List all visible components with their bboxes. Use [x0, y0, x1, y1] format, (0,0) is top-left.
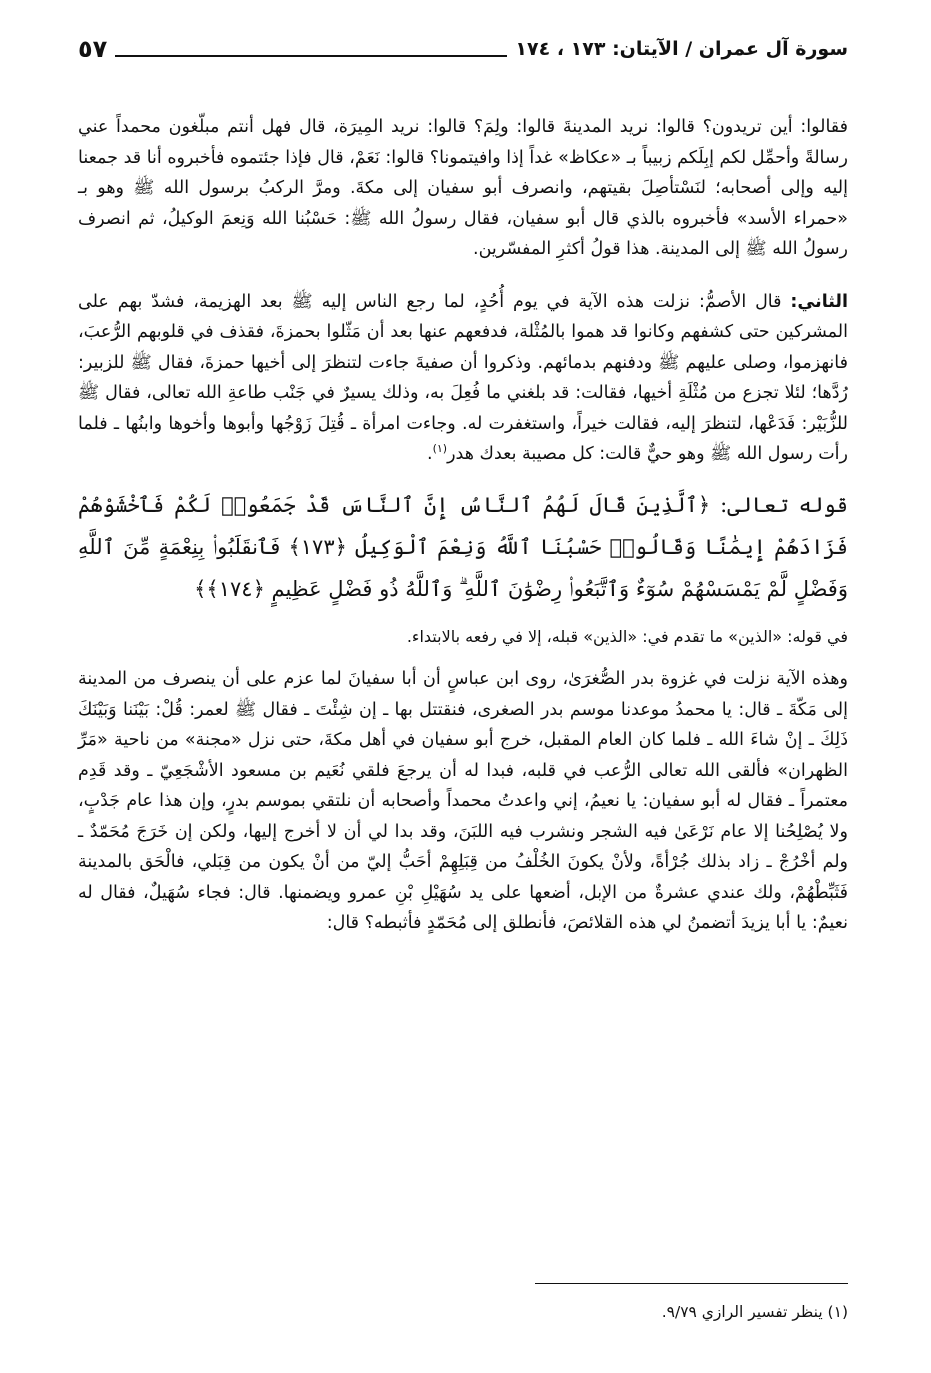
footnote: (١) ينظر تفسير الرازي ٩/٧٩. — [661, 1303, 848, 1321]
main-text — [78, 112, 848, 939]
footnote-reference: (١) — [432, 442, 448, 456]
footnote-separator — [535, 1283, 848, 1284]
header-title: سورة آل عمران / الآيتان: ١٧٣ ، ١٧٤ — [515, 38, 848, 60]
quran-verse-block — [78, 484, 848, 610]
verse-text: ﴿ٱلَّذِينَ قَالَ لَهُمُ ٱلنَّاسُ إِنَّ ٱلنَّاسَ قَدْ جَمَعُوا۟ لَكُمْ فَٱخْشَوْهُمْ فَزَادَهُمْ إِيمَٰنًا وَقَالُوا۟ حَسْبُنَا ٱللَّهُ وَنِعْمَ ٱلْوَكِيلُ ﴿١٧٣﴾ فَٱنقَلَبُوا۟ بِنِعْمَةٍ مِّنَ ٱللَّهِ وَفَضْلٍ لَّمْ يَمْسَسْهُمْ سُوٓءٌ وَٱتَّبَعُوا۟ رِضْوَٰنَ ٱللَّهِ ۗ وَٱللَّهُ ذُو فَضْلٍ عَظِيمٍ ﴿١٧٤﴾﴾ — [78, 492, 848, 601]
paragraph-2-label: الثاني: — [790, 291, 848, 312]
running-header — [78, 32, 848, 66]
page-number: ٥٧ — [78, 35, 108, 63]
paragraph-2-text: قال الأصمُّ: نزلت هذه الآية في يوم أُحُدٍ، لما رجع الناس إليه ﷺ بعد الهزيمة، فشدّ بهم على المشركين حتى كشفهم وكانوا قد هموا بالمُثْلة، فدفعهم عنها بعد أن مَثّلوا بحمزةَ، فقذف في قلوبهم الرُّعبَ، فانهزموا، وصلى عليهم ﷺ ودفنهم بدمائهم. وذكروا أن صفيةَ جاءت لتنظرَ إلى أخيها حمزةَ، فقال ﷺ للزبير: رُدَّها؛ لئلا تجزع من مُثْلَةِ أخيها، فقالت: قد بلغني ما فُعِلَ به، وذلك يسيرٌ في جَنْب طاعةِ الله تعالى، فقال ﷺ للزُّبَيْر: فَدَعْها، لتنظرَ إليه، فقالت خيراً، واستغفرت له. وجاءت امرأة ـ قُتِلَ زَوْجُها وأبوها وأخوها وابنُها ـ فلما رأت رسول الله ﷺ وهو حيٌّ قالت: كل مصيبة بعدك هدر — [78, 291, 848, 464]
verse-intro: قوله تعالى: — [720, 492, 848, 517]
grammar-note: في قوله: «الذين» ما تقدم في: «الذين» قبله، إلا في رفعه بالابتداء. — [406, 626, 848, 646]
paragraph-2: الثاني: قال الأصمُّ: نزلت هذه الآية في يوم أُحُدٍ، لما رجع الناس إليه ﷺ بعد الهزيمة، فشدّ بهم على المشركين حتى كشفهم وكانوا قد هموا بالمُثْلة، فدفعهم عنها بعد أن مَثّلوا بحمزةَ، فقذف في قلوبهم الرُّعبَ، فانهزموا، وصلى عليهم ﷺ ودفنهم بدمائهم. وذكروا أن صفيةَ جاءت لتنظرَ إلى أخيها حمزةَ، فقال ﷺ للزبير: رُدَّها؛ لئلا تجزع من مُثْلَةِ أخيها، فقالت: قد بلغني ما فُعِلَ به، وذلك يسيرٌ في جَنْب طاعةِ الله تعالى، فقال ﷺ للزُّبَيْر: فَدَعْها، لتنظرَ إليه، فقالت خيراً، واستغفرت له. وجاءت امرأة ـ قُتِلَ زَوْجُها وأبوها وأخوها وابنُها ـ فلما رأت رسول الله ﷺ وهو حيٌّ قالت: كل مصيبة بعدك هدر$^{(١)}$. — [78, 291, 848, 464]
header-rule — [115, 55, 507, 57]
paragraph-4: وهذه الآية نزلت في غزوة بدر الصُّغرَىٰ، روى ابن عباسٍ أن أبا سفيانَ لما عزم على أن ينصرف من المدينة إلى مَكّةَ ـ قال: يا محمدُ موعدنا موسم بدر الصغرى، فنقتتل بها ـ إن شِئْتَ ـ فقال ﷺ لعمر: قُلْ: بَيْنَنا وَبَيْنَكَ ذَلِكَ ـ إنْ شاءَ الله ـ فلما كان العام المقبل، خرج أبو سفيان في أهل مكةَ، حتى نزل «مجنة» من ناحية «مَرِّ الظهران» فألقى الله تعالى الرُّعب في قلبه، فبدا له أن يرجعَ فلقي نُعَيم بن مسعود الأشْجَعِيّ ـ وقد قَدِم معتمراً ـ فقال له أبو سفيان: يا نعيمُ، إني واعدتُ محمداً وأصحابه أن نلتقي بموسم بدرٍ، وإن هذا عام جَدْبٍ، ولا يُصْلِحُنا إلا عام نَرْعَىٰ فيه الشجر ونشرب فيه اللبَنَ، وقد بدا لي أن لا أخرج إليها، ولكن إن خَرَجَ مُحَمّدٌ ـ ولم أخْرُجْ ـ زاد بذلك جُرْأةً، ولأنْ يكونَ الخُلْفُ من قِبَلِهِمْ أحَبُّ إليّ من أنْ يكون من قِبَلي، فالْحَق بالمدينة فَثَبِّطْهُمْ، ولك عندي عشرةٌ من الإبل، أضعها على يد سُهَيْلِ بْنِ عمرو ويضمنها. قال: فجاء سُهَيلٌ، فقال له نعيمٌ: يا أبا يزيدَ أتضمنُ لي هذه القلائصَ، فأنطلق إلى مُحَمّدٍ فأثبطه؟ قال: — [78, 669, 848, 933]
paragraph-1: فقالوا: أين تريدون؟ قالوا: نريد المدينةَ قالوا: ولِمَ؟ قالوا: نريد المِيرَة، قال فهل أنتم مبلّغون محمداً عني رسالةً وأحمِّل لكم إبِلَكم زبيباً بـ «عكاظ» غداً إذا وافيتمونا؟ قالوا: نَعَمْ، قال فإذا جئتموه فأخبروه أنا قد جمعنا إليه وإلى أصحابه؛ لنَسْتأصِلَ بقيتهم، وانصرف أبو سفيان إلى مكةَ. ومرَّ الركبُ برسول الله ﷺ وهو بـ «حمراء الأسد» فأخبروه بالذي قال أبو سفيان، فقال رسولُ الله ﷺ: حَسْبُنا الله وَنِعمَ الوكيلُ، ثم انصرف رسولُ الله ﷺ إلى المدينة. هذا قولُ أكثرِ المفسّرين. — [78, 117, 848, 259]
